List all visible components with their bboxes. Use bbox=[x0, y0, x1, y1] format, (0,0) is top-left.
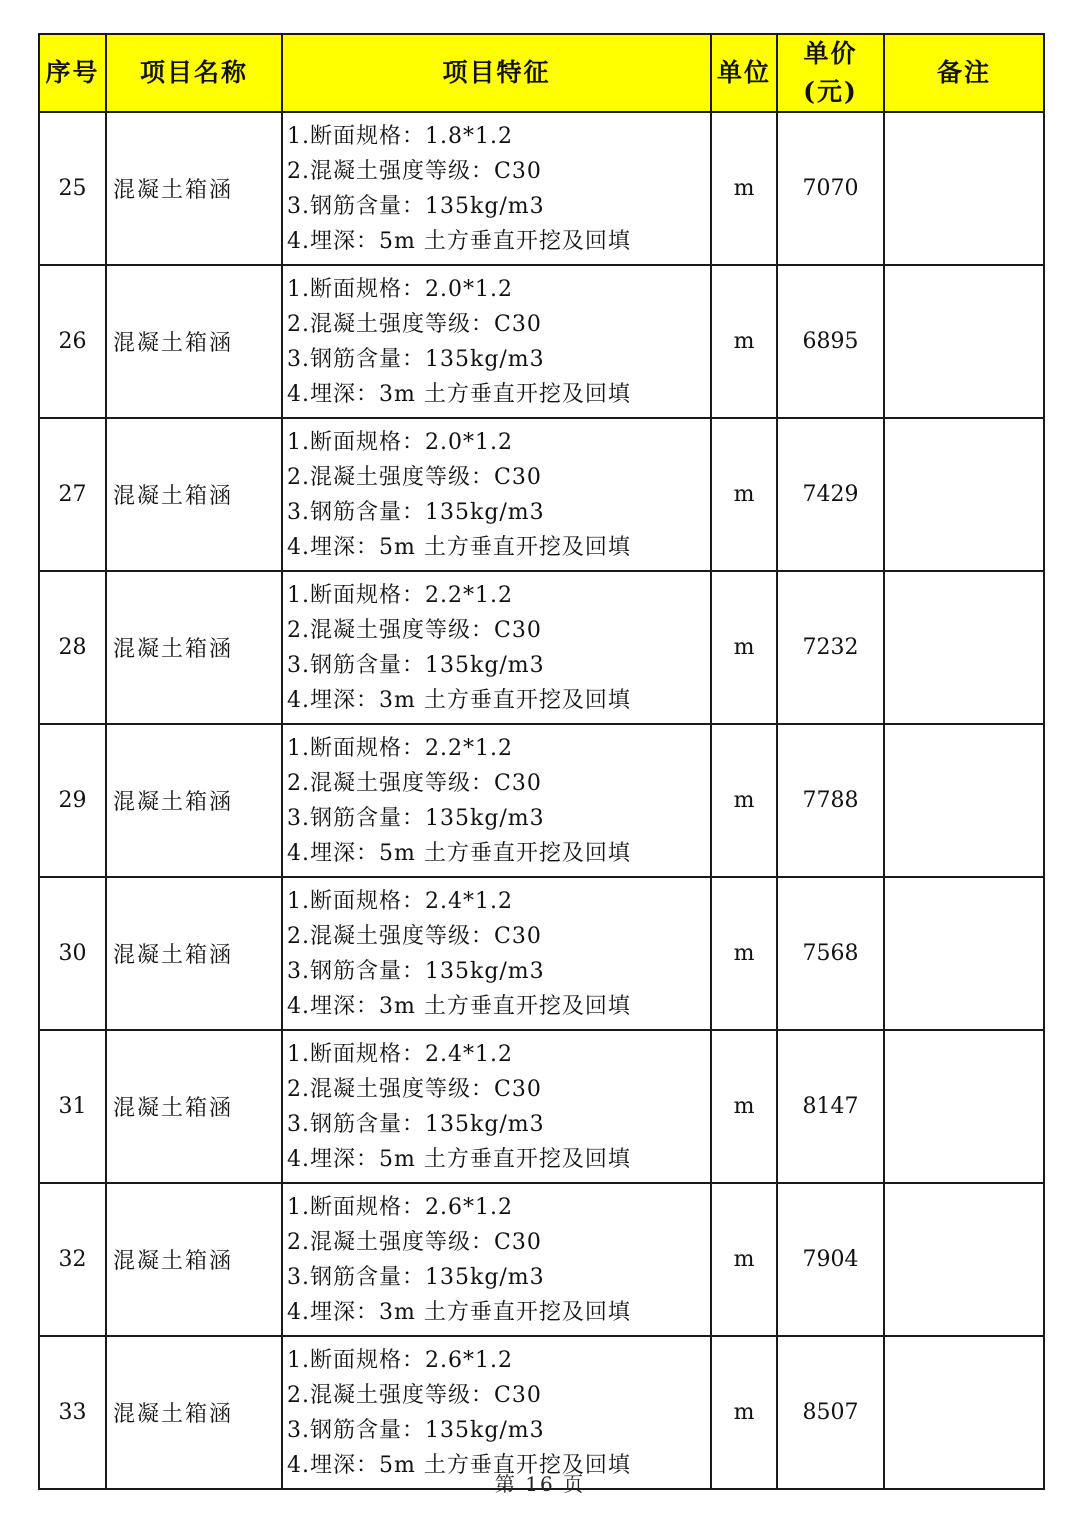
feature-line: 2.混凝土强度等级：C30 bbox=[287, 311, 542, 337]
feature-line: 2.混凝土强度等级：C30 bbox=[287, 923, 542, 949]
cell-feature bbox=[282, 418, 711, 571]
header-name: 项目名称 bbox=[106, 34, 282, 112]
cell-no: 29 bbox=[39, 724, 106, 877]
table-row bbox=[39, 1030, 1044, 1183]
cell-feature bbox=[282, 877, 711, 1030]
feature-line: 4.埋深：3m 土方垂直开挖及回填 bbox=[287, 1299, 631, 1325]
cell-price: 6895 bbox=[777, 265, 884, 418]
cell-name: 混凝土箱涵 bbox=[106, 1030, 282, 1183]
feature-line: 2.混凝土强度等级：C30 bbox=[287, 158, 542, 184]
cell-unit: m bbox=[711, 1336, 777, 1489]
cell-name: 混凝土箱涵 bbox=[106, 418, 282, 571]
feature-line: 3.钢筋含量：135kg/m3 bbox=[287, 805, 545, 831]
cell-no: 27 bbox=[39, 418, 106, 571]
cell-remark bbox=[884, 265, 1044, 418]
feature-line: 4.埋深：3m 土方垂直开挖及回填 bbox=[287, 381, 631, 407]
price-table bbox=[38, 33, 1045, 1490]
feature-line: 3.钢筋含量：135kg/m3 bbox=[287, 1111, 545, 1137]
feature-line: 4.埋深：3m 土方垂直开挖及回填 bbox=[287, 687, 631, 713]
cell-remark bbox=[884, 724, 1044, 877]
feature-line: 4.埋深：3m 土方垂直开挖及回填 bbox=[287, 993, 631, 1019]
cell-no: 28 bbox=[39, 571, 106, 724]
feature-line: 3.钢筋含量：135kg/m3 bbox=[287, 193, 545, 219]
cell-remark bbox=[884, 112, 1044, 265]
header-price-line2: (元) bbox=[803, 77, 858, 106]
header-unit: 单位 bbox=[711, 34, 777, 112]
cell-no: 33 bbox=[39, 1336, 106, 1489]
feature-line: 4.埋深：5m 土方垂直开挖及回填 bbox=[287, 1146, 631, 1172]
cell-unit: m bbox=[711, 1030, 777, 1183]
header-price bbox=[777, 34, 884, 112]
feature-line: 1.断面规格：2.2*1.2 bbox=[287, 582, 513, 608]
feature-line: 3.钢筋含量：135kg/m3 bbox=[287, 958, 545, 984]
cell-price: 7904 bbox=[777, 1183, 884, 1336]
cell-unit: m bbox=[711, 1183, 777, 1336]
cell-no: 31 bbox=[39, 1030, 106, 1183]
table-header-row bbox=[39, 34, 1044, 112]
cell-no: 32 bbox=[39, 1183, 106, 1336]
cell-price: 7232 bbox=[777, 571, 884, 724]
header-remark: 备注 bbox=[884, 34, 1044, 112]
table-row bbox=[39, 571, 1044, 724]
cell-unit: m bbox=[711, 418, 777, 571]
feature-line: 1.断面规格：2.0*1.2 bbox=[287, 429, 513, 455]
feature-line: 3.钢筋含量：135kg/m3 bbox=[287, 1417, 545, 1443]
feature-line: 3.钢筋含量：135kg/m3 bbox=[287, 652, 545, 678]
feature-line: 1.断面规格：2.6*1.2 bbox=[287, 1194, 513, 1220]
page-number: 第 16 页 bbox=[494, 1472, 586, 1496]
feature-line: 2.混凝土强度等级：C30 bbox=[287, 1076, 542, 1102]
cell-price: 8507 bbox=[777, 1336, 884, 1489]
cell-feature bbox=[282, 724, 711, 877]
cell-feature bbox=[282, 571, 711, 724]
cell-name: 混凝土箱涵 bbox=[106, 265, 282, 418]
cell-name: 混凝土箱涵 bbox=[106, 1183, 282, 1336]
table-row bbox=[39, 724, 1044, 877]
feature-line: 3.钢筋含量：135kg/m3 bbox=[287, 499, 545, 525]
cell-no: 30 bbox=[39, 877, 106, 1030]
feature-line: 2.混凝土强度等级：C30 bbox=[287, 464, 542, 490]
cell-remark bbox=[884, 1336, 1044, 1489]
cell-feature bbox=[282, 265, 711, 418]
table-row bbox=[39, 418, 1044, 571]
feature-line: 2.混凝土强度等级：C30 bbox=[287, 1382, 542, 1408]
table-row bbox=[39, 877, 1044, 1030]
cell-unit: m bbox=[711, 877, 777, 1030]
cell-remark bbox=[884, 571, 1044, 724]
feature-line: 2.混凝土强度等级：C30 bbox=[287, 617, 542, 643]
cell-price: 8147 bbox=[777, 1030, 884, 1183]
cell-name: 混凝土箱涵 bbox=[106, 877, 282, 1030]
feature-line: 2.混凝土强度等级：C30 bbox=[287, 1229, 542, 1255]
header-feature: 项目特征 bbox=[282, 34, 711, 112]
cell-price: 7429 bbox=[777, 418, 884, 571]
feature-line: 1.断面规格：1.8*1.2 bbox=[287, 123, 513, 149]
cell-price: 7568 bbox=[777, 877, 884, 1030]
cell-feature bbox=[282, 1336, 711, 1489]
cell-name: 混凝土箱涵 bbox=[106, 571, 282, 724]
header-no: 序号 bbox=[39, 34, 106, 112]
table-row bbox=[39, 1183, 1044, 1336]
cell-price: 7070 bbox=[777, 112, 884, 265]
feature-line: 3.钢筋含量：135kg/m3 bbox=[287, 1264, 545, 1290]
feature-line: 1.断面规格：2.4*1.2 bbox=[287, 888, 513, 914]
feature-line: 1.断面规格：2.0*1.2 bbox=[287, 276, 513, 302]
cell-feature bbox=[282, 1183, 711, 1336]
table-row bbox=[39, 112, 1044, 265]
cell-remark bbox=[884, 877, 1044, 1030]
table-row bbox=[39, 265, 1044, 418]
feature-line: 4.埋深：5m 土方垂直开挖及回填 bbox=[287, 1452, 631, 1478]
cell-price: 7788 bbox=[777, 724, 884, 877]
feature-line: 4.埋深：5m 土方垂直开挖及回填 bbox=[287, 840, 631, 866]
header-price-line1: 单价 bbox=[803, 39, 858, 68]
feature-line: 1.断面规格：2.4*1.2 bbox=[287, 1041, 513, 1067]
cell-name: 混凝土箱涵 bbox=[106, 1336, 282, 1489]
cell-unit: m bbox=[711, 265, 777, 418]
cell-remark bbox=[884, 1030, 1044, 1183]
cell-unit: m bbox=[711, 571, 777, 724]
cell-feature bbox=[282, 112, 711, 265]
table-row bbox=[39, 1336, 1044, 1489]
feature-line: 2.混凝土强度等级：C30 bbox=[287, 770, 542, 796]
cell-feature bbox=[282, 1030, 711, 1183]
feature-line: 3.钢筋含量：135kg/m3 bbox=[287, 346, 545, 372]
feature-line: 1.断面规格：2.6*1.2 bbox=[287, 1347, 513, 1373]
cell-remark bbox=[884, 1183, 1044, 1336]
cell-remark bbox=[884, 418, 1044, 571]
cell-no: 25 bbox=[39, 112, 106, 265]
feature-line: 4.埋深：5m 土方垂直开挖及回填 bbox=[287, 228, 631, 254]
cell-no: 26 bbox=[39, 265, 106, 418]
feature-line: 1.断面规格：2.2*1.2 bbox=[287, 735, 513, 761]
cell-unit: m bbox=[711, 724, 777, 877]
cell-unit: m bbox=[711, 112, 777, 265]
feature-line: 4.埋深：5m 土方垂直开挖及回填 bbox=[287, 534, 631, 560]
cell-name: 混凝土箱涵 bbox=[106, 724, 282, 877]
cell-name: 混凝土箱涵 bbox=[106, 112, 282, 265]
